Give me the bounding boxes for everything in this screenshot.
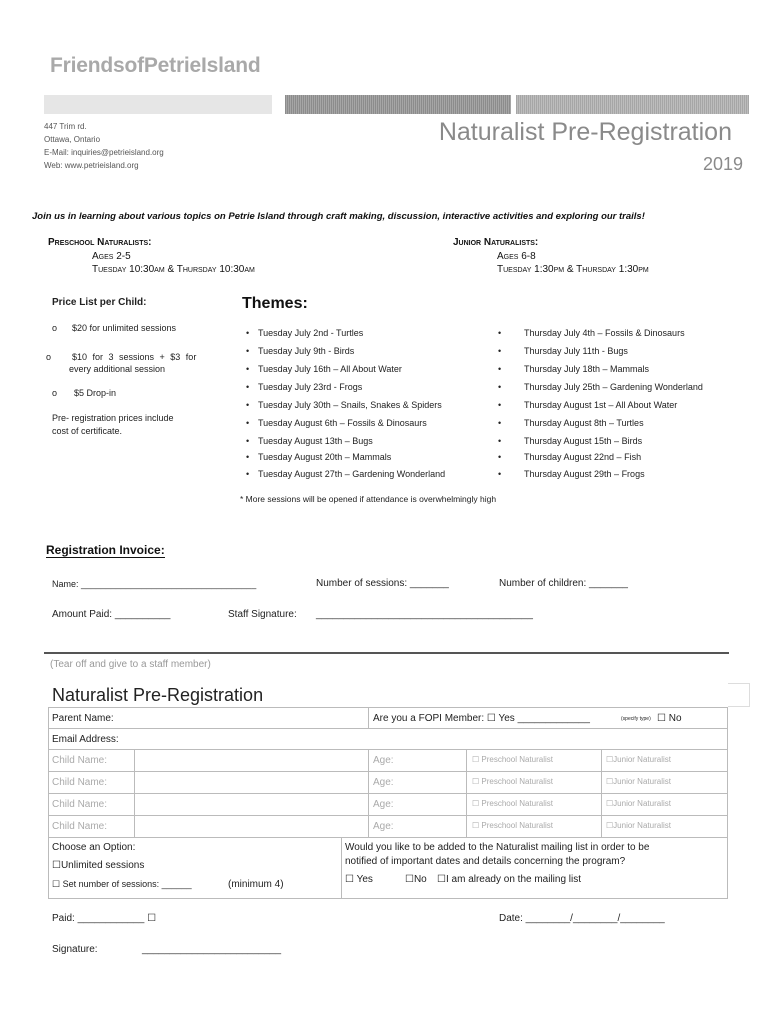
tear-note: (Tear off and give to a staff member) (50, 659, 211, 670)
bullet-icon: • (498, 418, 502, 428)
signature-field[interactable]: _________________________ (142, 944, 282, 955)
form-title: Naturalist Pre-Registration (52, 685, 264, 705)
price-item: $5 Drop-in (74, 388, 117, 398)
price-item: $20 for unlimited sessions (72, 323, 177, 333)
tuesday-theme-item: Tuesday July 9th - Birds (258, 346, 355, 356)
bullet-icon: • (246, 382, 250, 392)
form-title-tab (728, 683, 750, 707)
page-year: 2019 (702, 154, 743, 174)
fopi-member-question[interactable]: Are you a FOPI Member: ☐ Yes _____________ (373, 713, 590, 724)
invoice-staff-label: Staff Signature: (228, 609, 297, 620)
preschool-naturalist-checkbox[interactable]: ☐ Preschool Naturalist (472, 755, 553, 764)
child-age-field[interactable]: Age: (373, 821, 394, 832)
address-email: E-Mail: inquiries@petrieisland.org (44, 148, 164, 157)
preschool-heading: Preschool Naturalists: (48, 237, 152, 248)
tear-line (44, 652, 729, 654)
col-divider (368, 749, 369, 837)
brand-name: FriendsofPetrieIsland (50, 54, 261, 77)
bullet-icon: • (246, 436, 250, 446)
invoice-name-field[interactable]: Name: ___________________________________ (52, 579, 257, 589)
mailing-no-checkbox[interactable]: ☐No (405, 874, 427, 885)
col-divider (601, 749, 602, 837)
thursday-theme-item: Thursday July 25th – Gardening Wonderland (524, 382, 703, 392)
intro-text: Join us in learning about various topics on Petrie Island through craft making, discussion, interactive activities and exploring our trails! (32, 211, 645, 222)
preschool-naturalist-checkbox[interactable]: ☐ Preschool Naturalist (472, 777, 553, 786)
invoice-staff-signature-field[interactable]: _______________________________________ (316, 609, 533, 620)
bullet-icon: • (246, 328, 250, 338)
thursday-theme-item: Thursday July 18th – Mammals (524, 364, 650, 374)
thursday-theme-item: Thursday August 29th – Frogs (524, 469, 645, 479)
set-sessions-checkbox[interactable]: ☐ Set number of sessions: ______ (52, 879, 192, 889)
col-divider (466, 749, 467, 837)
invoice-children-field[interactable]: Number of children: _______ (499, 578, 628, 589)
bullet-icon: • (246, 452, 250, 462)
mailing-yes-checkbox[interactable]: ☐ Yes (345, 874, 373, 885)
fopi-specify-type: (specify type) (621, 716, 651, 722)
thursday-theme-item: Thursday August 22nd – Fish (524, 452, 642, 462)
price-item-cont: every additional session (69, 364, 166, 374)
bullet-icon: • (498, 364, 502, 374)
tuesday-theme-item: Tuesday July 30th – Snails, Snakes & Spiders (258, 400, 442, 410)
child-name-field[interactable]: Child Name: (52, 821, 108, 832)
tuesday-theme-item: Tuesday July 23rd - Frogs (258, 382, 363, 392)
thursday-theme-item: Thursday August 15th – Birds (524, 436, 643, 446)
bullet-icon: • (498, 400, 502, 410)
preschool-naturalist-checkbox[interactable]: ☐ Preschool Naturalist (472, 799, 553, 808)
bullet-icon: • (498, 346, 502, 356)
row-divider (48, 793, 728, 794)
child-name-field[interactable]: Child Name: (52, 777, 108, 788)
email-field[interactable]: Email Address: (52, 734, 119, 745)
child-name-field[interactable]: Child Name: (52, 799, 108, 810)
price-bullet-icon: o (46, 352, 52, 362)
row-divider (48, 728, 728, 729)
header-bar-left (44, 95, 272, 114)
bullet-icon: • (246, 469, 250, 479)
junior-naturalist-checkbox[interactable]: ☐Junior Naturalist (606, 821, 671, 830)
bullet-icon: • (498, 382, 502, 392)
bullet-icon: • (246, 400, 250, 410)
price-bullet-icon: o (52, 388, 58, 398)
price-heading: Price List per Child: (52, 297, 147, 308)
row-divider (48, 749, 728, 750)
bullet-icon: • (498, 328, 502, 338)
junior-naturalist-checkbox[interactable]: ☐Junior Naturalist (606, 755, 671, 764)
row-divider (48, 837, 728, 838)
address-line: 447 Trim rd. (44, 122, 87, 131)
price-bullet-icon: o (52, 323, 58, 333)
row-divider (48, 815, 728, 816)
col-divider (341, 837, 342, 899)
junior-heading: Junior Naturalists: (453, 237, 539, 248)
thursday-theme-item: Thursday August 1st – All About Water (524, 400, 678, 410)
junior-naturalist-checkbox[interactable]: ☐Junior Naturalist (606, 799, 671, 808)
thursday-theme-item: Thursday August 8th – Turtles (524, 418, 644, 428)
themes-heading: Themes: (242, 295, 308, 312)
tuesday-theme-item: Tuesday August 13th – Bugs (258, 436, 373, 446)
option-heading: Choose an Option: (52, 842, 136, 853)
invoice-heading: Registration Invoice: (46, 543, 165, 557)
page-title: Naturalist Pre-Registration (438, 118, 732, 146)
tuesday-theme-item: Tuesday August 27th – Gardening Wonderland (258, 469, 446, 479)
thursday-theme-item: Thursday July 4th – Fossils & Dinosaurs (524, 328, 685, 338)
paid-field[interactable]: Paid: ____________ ☐ (52, 913, 157, 924)
tuesday-theme-item: Tuesday August 6th – Fossils & Dinosaurs (258, 418, 427, 428)
price-item: $10 for 3 sessions + $3 for (72, 352, 197, 362)
preschool-naturalist-checkbox[interactable]: ☐ Preschool Naturalist (472, 821, 553, 830)
signature-label: Signature: (52, 944, 98, 955)
header-bar-right (516, 95, 749, 114)
col-divider (134, 749, 135, 837)
price-note-cont: cost of certificate. (52, 426, 123, 436)
bullet-icon: • (498, 469, 502, 479)
junior-ages: Ages 6-8 (497, 251, 536, 262)
junior-naturalist-checkbox[interactable]: ☐Junior Naturalist (606, 777, 671, 786)
mailing-question-cont: notified of important dates and details concerning the program? (345, 856, 626, 867)
invoice-amount-field[interactable]: Amount Paid: __________ (52, 609, 171, 620)
junior-times: Tuesday 1:30pm & Thursday 1:30pm (497, 264, 649, 275)
price-note: Pre- registration prices include (52, 413, 174, 423)
child-age-field[interactable]: Age: (373, 799, 394, 810)
tuesday-theme-item: Tuesday July 2nd - Turtles (258, 328, 364, 338)
child-age-field[interactable]: Age: (373, 777, 394, 788)
mailing-question: Would you like to be added to the Naturalist mailing list in order to be (345, 842, 650, 853)
bullet-icon: • (246, 346, 250, 356)
mailing-already-checkbox[interactable]: ☐I am already on the mailing list (437, 874, 582, 885)
thursday-theme-item: Thursday July 11th - Bugs (524, 346, 628, 356)
preschool-ages: Ages 2-5 (92, 251, 131, 262)
invoice-sessions-field[interactable]: Number of sessions: _______ (316, 578, 449, 589)
header-bar-middle (285, 95, 511, 114)
tuesday-theme-item: Tuesday July 16th – All About Water (258, 364, 402, 374)
row-divider (48, 771, 728, 772)
parent-name-field[interactable]: Parent Name: (52, 713, 114, 724)
bullet-icon: • (498, 452, 502, 462)
address-web: Web: www.petrieisland.org (44, 161, 139, 170)
address-city: Ottawa, Ontario (44, 135, 101, 144)
bullet-icon: • (246, 364, 250, 374)
child-age-field[interactable]: Age: (373, 755, 394, 766)
bullet-icon: • (498, 436, 502, 446)
date-field[interactable]: Date: ________/________/________ (499, 913, 665, 924)
set-sessions-minimum: (minimum 4) (228, 879, 284, 890)
col-divider (368, 707, 369, 729)
child-name-field[interactable]: Child Name: (52, 755, 108, 766)
unlimited-sessions-checkbox[interactable]: ☐Unlimited sessions (52, 860, 145, 871)
themes-note: * More sessions will be opened if attendance is overwhelmingly high (240, 494, 497, 504)
bullet-icon: • (246, 418, 250, 428)
fopi-no-checkbox[interactable]: ☐ No (657, 713, 682, 724)
tuesday-theme-item: Tuesday August 20th – Mammals (258, 452, 392, 462)
preschool-times: Tuesday 10:30am & Thursday 10:30am (92, 264, 255, 275)
